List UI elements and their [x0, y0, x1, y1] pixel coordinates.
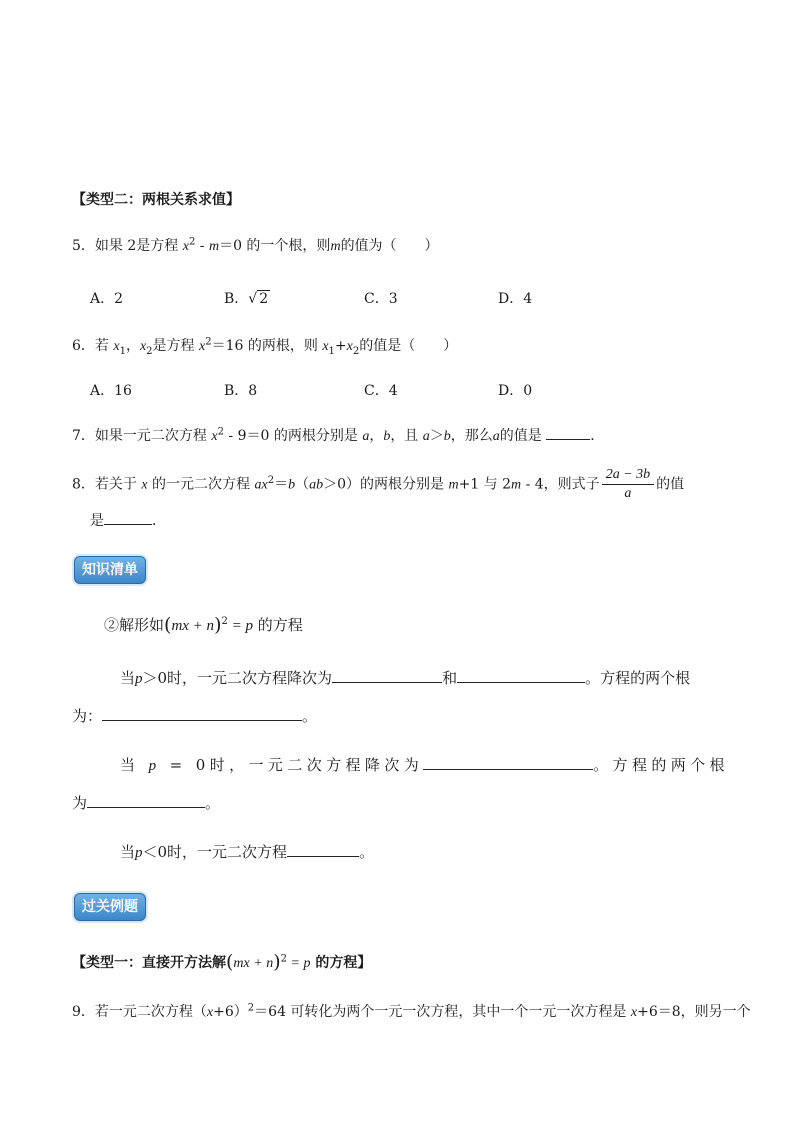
- blank-p-positive-roots[interactable]: [102, 706, 302, 721]
- q6-option-a[interactable]: A．16: [90, 383, 132, 399]
- q8-fraction: $\frac{2a - 3b}{a}$: [602, 466, 654, 503]
- blank-p-zero[interactable]: [423, 755, 593, 770]
- blank-p-negative[interactable]: [287, 842, 359, 857]
- blank-p-positive-2[interactable]: [457, 668, 585, 683]
- knowledge-p-zero: 当 p = 0时，一元二次方程降次为 。方程的两个根: [120, 756, 729, 774]
- q6-option-c[interactable]: C．4: [364, 383, 398, 399]
- knowledge-item: ②解形如(mx + n)$^2$ = p 的方程: [104, 614, 303, 636]
- section-type1-header: 【类型一：直接开方法解(mx + n)$^2$ = p 的方程】: [72, 951, 372, 973]
- q6-option-b[interactable]: B．8: [224, 383, 258, 399]
- q6-option-d[interactable]: D．0: [498, 383, 533, 399]
- question-9: 9．若一元二次方程$(x+6)^2=64$ 可转化为两个一元一次方程，其中一个一元一次方程是 x+6＝8，则另一个: [72, 1002, 751, 1020]
- knowledge-list-badge: 知识清单: [74, 556, 146, 584]
- knowledge-p-negative: 当p＜0时，一元二次方程 。: [120, 843, 375, 861]
- blank-p-zero-roots[interactable]: [87, 793, 205, 808]
- blank-p-positive-1[interactable]: [332, 668, 442, 683]
- knowledge-p-positive: 当p＞0时，一元二次方程降次为 和 。方程的两个根: [120, 669, 691, 687]
- knowledge-p-zero-line2: 为 。: [72, 794, 221, 812]
- q7-answer-blank[interactable]: [546, 425, 590, 440]
- question-6: 6．若 $x_1$，$x_2$是方程 $x^2=16$ 的两根，则 $x_1+x_2$的值是（ ）: [72, 336, 458, 357]
- sqrt-symbol: √ 2: [248, 291, 269, 307]
- question-7: 7．如果一元二次方程 $x^2 - 9=0$ 的两根分别是 a，b，且 a＞b，那么a的值是 ．: [72, 426, 605, 444]
- q5-option-b[interactable]: B．√ 2: [224, 291, 269, 307]
- examples-badge: 过关例题: [74, 893, 146, 921]
- q5-option-a[interactable]: A．2: [90, 291, 124, 307]
- q8-answer-blank[interactable]: [104, 510, 152, 525]
- question-8-line2: 是 ．: [90, 510, 166, 531]
- section-type2-header: 【类型二：两根关系求值】: [72, 192, 240, 208]
- question-5: 5．如果 2是方程 $x^2 - m=0$ 的一个根，则m的值为（ ）: [72, 236, 439, 254]
- question-8: 8．若关于 x 的一元二次方程 $ax^2=b(ab>0)$的两根分别是 m+1 与 2m - 4，则式子 $\frac{2a - 3b}{a}$ 的值: [72, 467, 685, 501]
- q5-option-c[interactable]: C．3: [364, 291, 398, 307]
- q5-option-d[interactable]: D．4: [498, 291, 533, 307]
- knowledge-p-positive-line2: 为： 。: [72, 707, 318, 725]
